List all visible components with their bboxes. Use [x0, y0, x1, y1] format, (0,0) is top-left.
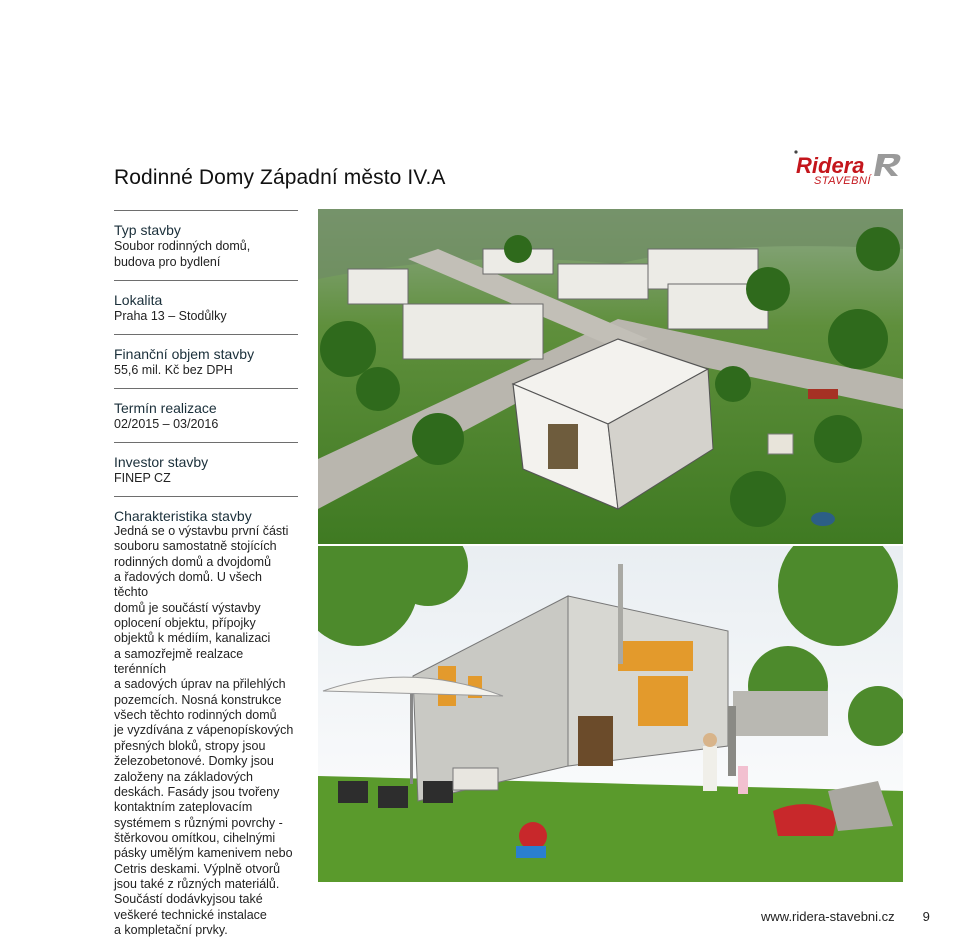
project-info	[114, 210, 298, 948]
svg-text:STAVEBNÍ: STAVEBNÍ	[814, 175, 871, 187]
section-value: Soubor rodinných domů,	[114, 239, 251, 253]
section-heading: Termín realizace	[114, 400, 217, 416]
section-schedule	[114, 388, 298, 442]
section-heading: Investor stavby	[114, 454, 209, 470]
section-value: 02/2015 – 03/2016	[114, 417, 219, 431]
aerial-render-image	[318, 209, 903, 544]
page-footer	[761, 909, 930, 924]
section-value: FINEP CZ	[114, 471, 171, 485]
section-heading: Lokalita	[114, 292, 163, 308]
page-number: 9	[922, 909, 930, 924]
section-value: 55,6 mil. Kč bez DPH	[114, 363, 233, 377]
section-investor	[114, 442, 298, 496]
section-characteristics	[114, 496, 298, 948]
section-value: Praha 13 – Stodůlky	[114, 309, 227, 323]
section-location	[114, 280, 298, 334]
section-type	[114, 210, 298, 280]
section-heading: Finanční objem stavby	[114, 346, 255, 362]
page-title: Rodinné Domy Západní město IV.A	[114, 166, 446, 189]
section-budget	[114, 334, 298, 388]
section-value: budova pro bydlení	[114, 255, 221, 269]
ridera-logo	[790, 146, 905, 188]
section-heading: Typ stavby	[114, 222, 181, 238]
characteristics-text: Jedná se o výstavbu první části souboru samostatně stojících rodinných domů a dvojdomů a řadových domů. U všech těchto domů je součástí výstavby oplocení objektu, přípojky objektů k médiím, kanalizaci a samozřejmě realzace terénních a sadových úprav na přilehlých pozemcích. Nosná konstrukce všech těchto rodinných domů je vyzdívána z vápenopískových přesných bloků, stropy jsou železobetonové. Domky jsou založeny na základových deskách. Fasády jsou tvořeny kontaktním zateplovacím systémem s různými povrchy - štěrkovou omítkou, cihelnými pásky umělým kamenivem nebo Cetris deskami. Výplně otvorů jsou také z různých materiálů. Součástí dodávkyjsou také veškeré technické instalace a kompletační prvky.	[114, 524, 294, 937]
section-heading: Charakteristika stavby	[114, 508, 252, 524]
footer-url[interactable]: www.ridera-stavebni.cz	[761, 909, 895, 924]
svg-text:Ridera: Ridera	[796, 153, 865, 178]
house-render-image	[318, 546, 903, 882]
